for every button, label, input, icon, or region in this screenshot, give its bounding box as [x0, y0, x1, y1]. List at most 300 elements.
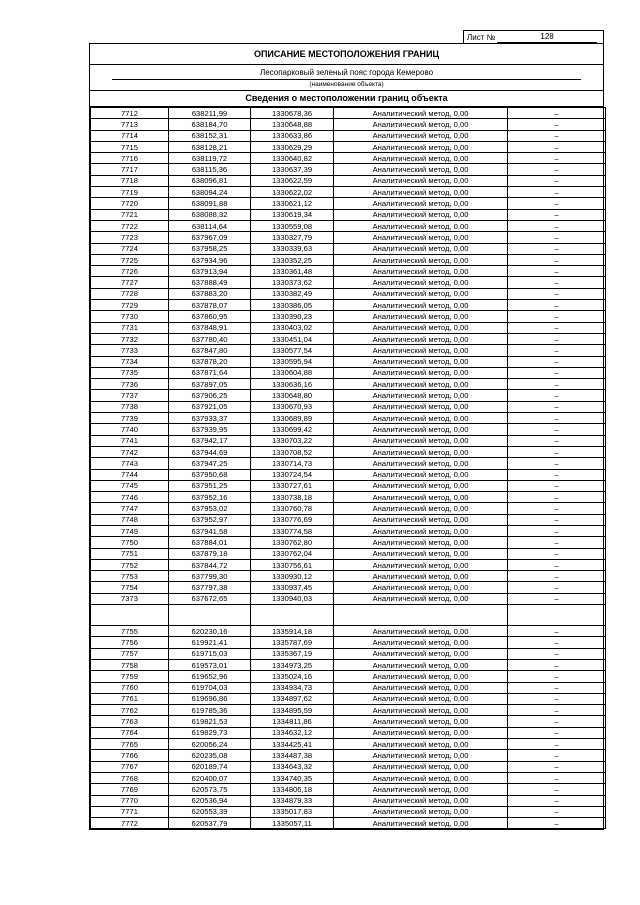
- cell-method-accuracy: Аналитический метод, 0,00: [334, 401, 508, 412]
- cell-description: –: [508, 345, 606, 356]
- cell-point-number: 7769: [91, 784, 169, 795]
- cell-description: –: [508, 254, 606, 265]
- cell-point-number: 7770: [91, 795, 169, 806]
- cell-description: –: [508, 446, 606, 457]
- cell-coord-x: 620235,08: [169, 750, 251, 761]
- cell-description: –: [508, 537, 606, 548]
- cell-method-accuracy: Аналитический метод, 0,00: [334, 571, 508, 582]
- cell-method-accuracy: Аналитический метод, 0,00: [334, 682, 508, 693]
- table-row: [91, 761, 606, 772]
- cell-point-number: 7742: [91, 446, 169, 457]
- cell-point-number: 7755: [91, 626, 169, 637]
- cell-description: –: [508, 130, 606, 141]
- table-row: [91, 356, 606, 367]
- cell-method-accuracy: Аналитический метод, 0,00: [334, 108, 508, 119]
- table-row: [91, 243, 606, 254]
- cell-method-accuracy: Аналитический метод, 0,00: [334, 818, 508, 829]
- cell-method-accuracy: Аналитический метод, 0,00: [334, 220, 508, 231]
- cell-coord-x: 637921,05: [169, 401, 251, 412]
- cell-coord-y: 1330403,02: [251, 322, 334, 333]
- cell-point-number: 7749: [91, 525, 169, 536]
- cell-coord-x: 637888,49: [169, 277, 251, 288]
- cell-coord-x: 637797,38: [169, 582, 251, 593]
- cell-coord-x: 619573,01: [169, 659, 251, 670]
- cell-point-number: 7738: [91, 401, 169, 412]
- cell-point-number: 7767: [91, 761, 169, 772]
- cell-method-accuracy: Аналитический метод, 0,00: [334, 503, 508, 514]
- cell-description: –: [508, 739, 606, 750]
- table-row: [91, 141, 606, 152]
- cell-coord-x: 620573,75: [169, 784, 251, 795]
- table-row: [91, 175, 606, 186]
- cell-coord-y: 1330678,36: [251, 108, 334, 119]
- cell-point-number: 7744: [91, 469, 169, 480]
- cell-description: –: [508, 209, 606, 220]
- cell-method-accuracy: Аналитический метод, 0,00: [334, 379, 508, 390]
- document-title: ОПИСАНИЕ МЕСТОПОЛОЖЕНИЯ ГРАНИЦ: [90, 44, 603, 65]
- cell-method-accuracy: Аналитический метод, 0,00: [334, 175, 508, 186]
- cell-point-number: 7717: [91, 164, 169, 175]
- cell-coord-x: 619715,03: [169, 648, 251, 659]
- cell-coord-y: 1330756,61: [251, 559, 334, 570]
- cell-description: –: [508, 772, 606, 783]
- cell-coord-y: 1334425,41: [251, 739, 334, 750]
- cell-description: –: [508, 277, 606, 288]
- cell-point-number: 7754: [91, 582, 169, 593]
- cell-description: –: [508, 401, 606, 412]
- cell-coord-x: 620189,74: [169, 761, 251, 772]
- cell-coord-y: 1330699,42: [251, 424, 334, 435]
- cell-coord-x: 637799,30: [169, 571, 251, 582]
- cell-coord-x: 637967,09: [169, 232, 251, 243]
- table-row: [91, 300, 606, 311]
- cell-method-accuracy: Аналитический метод, 0,00: [334, 164, 508, 175]
- cell-coord-y: 1330386,05: [251, 300, 334, 311]
- table-row: [91, 716, 606, 727]
- cell-description: –: [508, 232, 606, 243]
- cell-method-accuracy: Аналитический метод, 0,00: [334, 548, 508, 559]
- document-page: [89, 30, 604, 830]
- table-row: [91, 311, 606, 322]
- cell-description: –: [508, 582, 606, 593]
- cell-coord-y: 1334934,73: [251, 682, 334, 693]
- cell-point-number: 7768: [91, 772, 169, 783]
- cell-coord-x: 637939,95: [169, 424, 251, 435]
- document-frame: [89, 43, 604, 830]
- cell-description: –: [508, 435, 606, 446]
- cell-description: –: [508, 806, 606, 817]
- cell-point-number: 7759: [91, 671, 169, 682]
- cell-method-accuracy: Аналитический метод, 0,00: [334, 209, 508, 220]
- cell-coord-x: 638114,64: [169, 220, 251, 231]
- cell-point-number: 7761: [91, 693, 169, 704]
- cell-coord-x: 637878,20: [169, 356, 251, 367]
- table-row: [91, 198, 606, 209]
- cell-coord-y: 1335914,18: [251, 626, 334, 637]
- cell-coord-y: 1330636,16: [251, 379, 334, 390]
- table-row: [91, 559, 606, 570]
- cell-method-accuracy: Аналитический метод, 0,00: [334, 424, 508, 435]
- cell-description: –: [508, 288, 606, 299]
- cell-point-number: 7760: [91, 682, 169, 693]
- cell-method-accuracy: Аналитический метод, 0,00: [334, 648, 508, 659]
- cell-description: –: [508, 187, 606, 198]
- table-row: [91, 108, 606, 119]
- cell-method-accuracy: Аналитический метод, 0,00: [334, 413, 508, 424]
- table-row: [91, 514, 606, 525]
- table-row: [91, 446, 606, 457]
- cell-description: –: [508, 458, 606, 469]
- cell-method-accuracy: Аналитический метод, 0,00: [334, 435, 508, 446]
- cell-coord-x: 619785,36: [169, 705, 251, 716]
- cell-coord-y: 1330352,25: [251, 254, 334, 265]
- cell-coord-y: 1334806,18: [251, 784, 334, 795]
- cell-description: –: [508, 333, 606, 344]
- cell-method-accuracy: Аналитический метод, 0,00: [334, 480, 508, 491]
- cell-description: –: [508, 243, 606, 254]
- cell-point-number: 7736: [91, 379, 169, 390]
- coordinates-rows-a: [91, 108, 606, 605]
- cell-method-accuracy: Аналитический метод, 0,00: [334, 671, 508, 682]
- table-row: [91, 277, 606, 288]
- cell-coord-x: 637844,72: [169, 559, 251, 570]
- cell-method-accuracy: Аналитический метод, 0,00: [334, 559, 508, 570]
- cell-description: –: [508, 492, 606, 503]
- cell-method-accuracy: Аналитический метод, 0,00: [334, 266, 508, 277]
- cell-description: –: [508, 571, 606, 582]
- cell-description: –: [508, 198, 606, 209]
- cell-method-accuracy: Аналитический метод, 0,00: [334, 198, 508, 209]
- cell-method-accuracy: Аналитический метод, 0,00: [334, 784, 508, 795]
- cell-coord-y: 1330727,61: [251, 480, 334, 491]
- cell-coord-y: 1330559,08: [251, 220, 334, 231]
- table-row: [91, 795, 606, 806]
- cell-method-accuracy: Аналитический метод, 0,00: [334, 537, 508, 548]
- cell-coord-y: 1330361,48: [251, 266, 334, 277]
- cell-method-accuracy: Аналитический метод, 0,00: [334, 243, 508, 254]
- table-row: [91, 390, 606, 401]
- table-row: [91, 220, 606, 231]
- cell-coord-x: 637941,58: [169, 525, 251, 536]
- table-row: [91, 571, 606, 582]
- cell-coord-x: 620553,39: [169, 806, 251, 817]
- cell-coord-x: 637944,69: [169, 446, 251, 457]
- cell-method-accuracy: Аналитический метод, 0,00: [334, 693, 508, 704]
- table-row: [91, 345, 606, 356]
- cell-point-number: 7725: [91, 254, 169, 265]
- cell-point-number: 7748: [91, 514, 169, 525]
- cell-coord-x: 637942,17: [169, 435, 251, 446]
- cell-point-number: 7734: [91, 356, 169, 367]
- table-row: [91, 772, 606, 783]
- cell-method-accuracy: Аналитический метод, 0,00: [334, 153, 508, 164]
- cell-point-number: 7741: [91, 435, 169, 446]
- table-row: [91, 130, 606, 141]
- cell-method-accuracy: Аналитический метод, 0,00: [334, 130, 508, 141]
- cell-coord-y: 1334632,12: [251, 727, 334, 738]
- cell-point-number: 7745: [91, 480, 169, 491]
- cell-point-number: 7720: [91, 198, 169, 209]
- cell-coord-x: 619704,03: [169, 682, 251, 693]
- table-row: [91, 659, 606, 670]
- cell-coord-x: 637848,91: [169, 322, 251, 333]
- cell-coord-x: 637780,40: [169, 333, 251, 344]
- cell-description: –: [508, 727, 606, 738]
- cell-coord-x: 637847,80: [169, 345, 251, 356]
- cell-description: –: [508, 593, 606, 604]
- cell-method-accuracy: Аналитический метод, 0,00: [334, 469, 508, 480]
- cell-coord-x: 637879,18: [169, 548, 251, 559]
- cell-coord-y: 1330776,69: [251, 514, 334, 525]
- cell-point-number: 7735: [91, 367, 169, 378]
- cell-coord-x: 620400,07: [169, 772, 251, 783]
- cell-coord-y: 1330382,49: [251, 288, 334, 299]
- cell-coord-x: 638152,31: [169, 130, 251, 141]
- table-row: [91, 537, 606, 548]
- cell-method-accuracy: Аналитический метод, 0,00: [334, 626, 508, 637]
- cell-point-number: 7373: [91, 593, 169, 604]
- cell-description: –: [508, 311, 606, 322]
- cell-coord-y: 1330738,18: [251, 492, 334, 503]
- cell-description: –: [508, 108, 606, 119]
- table-row: [91, 367, 606, 378]
- cell-coord-x: 620537,79: [169, 818, 251, 829]
- cell-method-accuracy: Аналитический метод, 0,00: [334, 772, 508, 783]
- cell-coord-x: 619652,96: [169, 671, 251, 682]
- cell-description: –: [508, 379, 606, 390]
- cell-description: –: [508, 648, 606, 659]
- cell-coord-x: 637884,01: [169, 537, 251, 548]
- cell-description: –: [508, 390, 606, 401]
- cell-coord-y: 1335787,69: [251, 637, 334, 648]
- cell-point-number: 7766: [91, 750, 169, 761]
- table-row: [91, 413, 606, 424]
- cell-coord-x: 637950,68: [169, 469, 251, 480]
- cell-point-number: 7712: [91, 108, 169, 119]
- cell-coord-y: 1330689,89: [251, 413, 334, 424]
- table-row: [91, 750, 606, 761]
- cell-method-accuracy: Аналитический метод, 0,00: [334, 761, 508, 772]
- cell-coord-y: 1330714,73: [251, 458, 334, 469]
- cell-coord-x: 637878,07: [169, 300, 251, 311]
- cell-description: –: [508, 141, 606, 152]
- cell-method-accuracy: Аналитический метод, 0,00: [334, 119, 508, 130]
- table-row: [91, 671, 606, 682]
- table-row: [91, 209, 606, 220]
- section-title: Сведения о местоположении границ объекта: [90, 91, 603, 107]
- cell-coord-y: 1334643,32: [251, 761, 334, 772]
- cell-description: –: [508, 784, 606, 795]
- cell-coord-x: 637958,25: [169, 243, 251, 254]
- cell-coord-y: 1330619,34: [251, 209, 334, 220]
- cell-coord-x: 619696,86: [169, 693, 251, 704]
- cell-coord-y: 1334879,33: [251, 795, 334, 806]
- cell-coord-x: 637913,94: [169, 266, 251, 277]
- cell-coord-y: 1330760,78: [251, 503, 334, 514]
- table-row: [91, 401, 606, 412]
- table-row: [91, 435, 606, 446]
- cell-point-number: 7722: [91, 220, 169, 231]
- cell-coord-y: 1330640,82: [251, 153, 334, 164]
- cell-point-number: 7715: [91, 141, 169, 152]
- cell-point-number: 7723: [91, 232, 169, 243]
- table-row: [91, 784, 606, 795]
- cell-description: –: [508, 818, 606, 829]
- cell-coord-y: 1330390,23: [251, 311, 334, 322]
- cell-description: –: [508, 750, 606, 761]
- cell-method-accuracy: Аналитический метод, 0,00: [334, 525, 508, 536]
- cell-point-number: 7728: [91, 288, 169, 299]
- cell-description: –: [508, 705, 606, 716]
- cell-description: –: [508, 503, 606, 514]
- cell-method-accuracy: Аналитический метод, 0,00: [334, 300, 508, 311]
- cell-point-number: 7772: [91, 818, 169, 829]
- table-row: [91, 693, 606, 704]
- table-row: [91, 187, 606, 198]
- cell-coord-x: 619821,53: [169, 716, 251, 727]
- cell-method-accuracy: Аналитический метод, 0,00: [334, 333, 508, 344]
- cell-point-number: 7743: [91, 458, 169, 469]
- cell-point-number: 7746: [91, 492, 169, 503]
- cell-point-number: 7762: [91, 705, 169, 716]
- cell-coord-y: 1334897,62: [251, 693, 334, 704]
- cell-coord-y: 1330629,29: [251, 141, 334, 152]
- cell-coord-x: 637860,95: [169, 311, 251, 322]
- cell-method-accuracy: Аналитический метод, 0,00: [334, 582, 508, 593]
- cell-description: –: [508, 480, 606, 491]
- cell-description: –: [508, 761, 606, 772]
- cell-coord-y: 1330637,39: [251, 164, 334, 175]
- table-row: [91, 626, 606, 637]
- cell-point-number: 7752: [91, 559, 169, 570]
- cell-point-number: 7730: [91, 311, 169, 322]
- cell-description: –: [508, 424, 606, 435]
- cell-point-number: 7724: [91, 243, 169, 254]
- cell-description: –: [508, 559, 606, 570]
- table-row: [91, 266, 606, 277]
- cell-method-accuracy: Аналитический метод, 0,00: [334, 716, 508, 727]
- cell-method-accuracy: Аналитический метод, 0,00: [334, 739, 508, 750]
- cell-coord-x: 637947,25: [169, 458, 251, 469]
- cell-point-number: 7757: [91, 648, 169, 659]
- cell-point-number: 7729: [91, 300, 169, 311]
- cell-method-accuracy: Аналитический метод, 0,00: [334, 311, 508, 322]
- cell-coord-x: 638088,32: [169, 209, 251, 220]
- cell-coord-x: 620536,94: [169, 795, 251, 806]
- cell-coord-y: 1330774,58: [251, 525, 334, 536]
- cell-coord-x: 638115,36: [169, 164, 251, 175]
- cell-coord-y: 1334487,38: [251, 750, 334, 761]
- cell-coord-x: 637952,16: [169, 492, 251, 503]
- table-row: [91, 582, 606, 593]
- cell-description: –: [508, 164, 606, 175]
- cell-method-accuracy: Аналитический метод, 0,00: [334, 806, 508, 817]
- sheet-number-row: [89, 30, 604, 43]
- cell-coord-y: 1334973,25: [251, 659, 334, 670]
- cell-point-number: 7727: [91, 277, 169, 288]
- cell-method-accuracy: Аналитический метод, 0,00: [334, 277, 508, 288]
- cell-coord-y: 1330670,93: [251, 401, 334, 412]
- cell-description: –: [508, 367, 606, 378]
- cell-point-number: 7716: [91, 153, 169, 164]
- cell-coord-x: 638096,81: [169, 175, 251, 186]
- table-row: [91, 288, 606, 299]
- cell-method-accuracy: Аналитический метод, 0,00: [334, 795, 508, 806]
- cell-description: –: [508, 119, 606, 130]
- cell-point-number: 7765: [91, 739, 169, 750]
- table-row: [91, 503, 606, 514]
- table-row: [91, 322, 606, 333]
- coordinates-table: [90, 107, 606, 829]
- cell-coord-y: 1330724,54: [251, 469, 334, 480]
- sheet-number: 128: [497, 32, 597, 43]
- cell-description: –: [508, 300, 606, 311]
- cell-coord-y: 1330930,12: [251, 571, 334, 582]
- cell-coord-x: 637897,05: [169, 379, 251, 390]
- cell-point-number: 7719: [91, 187, 169, 198]
- cell-point-number: 7747: [91, 503, 169, 514]
- cell-coord-y: 1330339,63: [251, 243, 334, 254]
- cell-coord-x: 638211,99: [169, 108, 251, 119]
- cell-description: –: [508, 637, 606, 648]
- cell-coord-y: 1330604,88: [251, 367, 334, 378]
- cell-description: –: [508, 514, 606, 525]
- cell-point-number: 7726: [91, 266, 169, 277]
- cell-coord-x: 638094,24: [169, 187, 251, 198]
- cell-coord-y: 1335367,19: [251, 648, 334, 659]
- cell-method-accuracy: Аналитический метод, 0,00: [334, 254, 508, 265]
- cell-point-number: 7771: [91, 806, 169, 817]
- cell-description: –: [508, 469, 606, 480]
- cell-description: –: [508, 795, 606, 806]
- cell-coord-x: 620230,16: [169, 626, 251, 637]
- cell-description: –: [508, 153, 606, 164]
- table-row: [91, 593, 606, 604]
- cell-point-number: 7718: [91, 175, 169, 186]
- cell-coord-y: 1330648,88: [251, 119, 334, 130]
- cell-method-accuracy: Аналитический метод, 0,00: [334, 288, 508, 299]
- cell-method-accuracy: Аналитический метод, 0,00: [334, 345, 508, 356]
- cell-method-accuracy: Аналитический метод, 0,00: [334, 705, 508, 716]
- cell-coord-y: 1330708,52: [251, 446, 334, 457]
- cell-description: –: [508, 626, 606, 637]
- table-row: [91, 119, 606, 130]
- cell-method-accuracy: Аналитический метод, 0,00: [334, 187, 508, 198]
- table-row: [91, 164, 606, 175]
- cell-coord-y: 1334895,59: [251, 705, 334, 716]
- cell-point-number: 7737: [91, 390, 169, 401]
- cell-method-accuracy: Аналитический метод, 0,00: [334, 492, 508, 503]
- cell-coord-y: 1330762,04: [251, 548, 334, 559]
- coordinates-rows-b: [91, 626, 606, 829]
- cell-coord-y: 1330595,94: [251, 356, 334, 367]
- cell-description: –: [508, 548, 606, 559]
- cell-description: –: [508, 682, 606, 693]
- object-name-caption: (наименование объекта): [90, 80, 603, 91]
- cell-point-number: 7713: [91, 119, 169, 130]
- cell-coord-y: 1330622,59: [251, 175, 334, 186]
- table-row: [91, 648, 606, 659]
- cell-coord-y: 1330577,54: [251, 345, 334, 356]
- cell-coord-x: 637952,97: [169, 514, 251, 525]
- cell-method-accuracy: Аналитический метод, 0,00: [334, 659, 508, 670]
- cell-coord-x: 638119,72: [169, 153, 251, 164]
- cell-coord-y: 1330633,86: [251, 130, 334, 141]
- cell-coord-y: 1330327,79: [251, 232, 334, 243]
- cell-coord-y: 1330762,80: [251, 537, 334, 548]
- table-row: [91, 818, 606, 829]
- table-row: [91, 480, 606, 491]
